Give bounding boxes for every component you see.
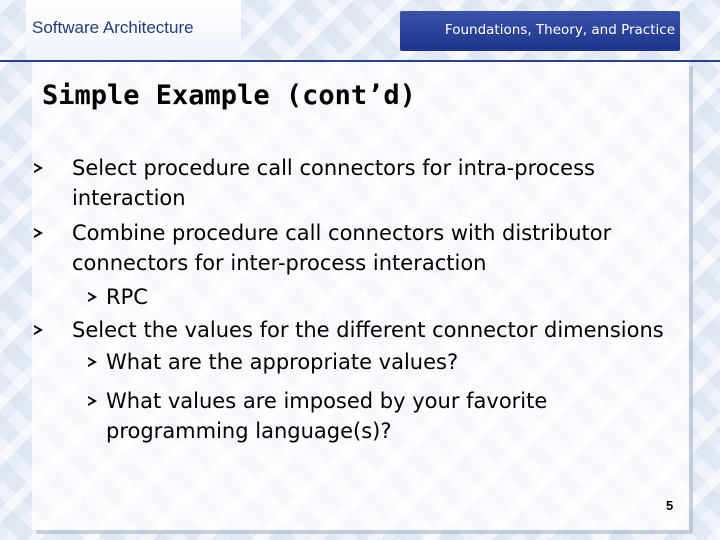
bullet-arrow-icon [34,228,43,238]
sub-bullet-2-1: RPC [106,285,148,309]
sub-bullet-arrow-icon [88,357,97,367]
bullet-arrow-icon [34,325,43,335]
bullet-1-line-1: Select procedure call connectors for intra-process [72,156,595,180]
bullet-2-line-2: connectors for inter-process interaction [72,251,487,275]
course-title-box [26,0,241,62]
book-subtitle-band [400,11,680,51]
sub-bullet-3-2-line-2: programming language(s)? [106,419,392,443]
sub-bullet-3-1: What are the appropriate values? [106,350,459,374]
sub-bullet-3-2-line-1: What values are imposed by your favorite [106,389,548,413]
book-subtitle: Foundations, Theory, and Practice [444,22,675,38]
slide-header [0,0,720,62]
course-title: Software Architecture [32,18,194,37]
bullet-1-line-2: interaction [72,186,186,210]
page-number: 5 [666,498,674,513]
slide-title: Simple Example (cont’d) [42,80,416,111]
bullet-2-line-1: Combine procedure call connectors with distributor [72,221,612,245]
bullet-3-line-1: Select the values for the different connector dimensions [72,318,664,342]
bullet-arrow-icon [34,163,43,173]
sub-bullet-arrow-icon [88,396,97,406]
sub-bullet-arrow-icon [88,292,97,302]
